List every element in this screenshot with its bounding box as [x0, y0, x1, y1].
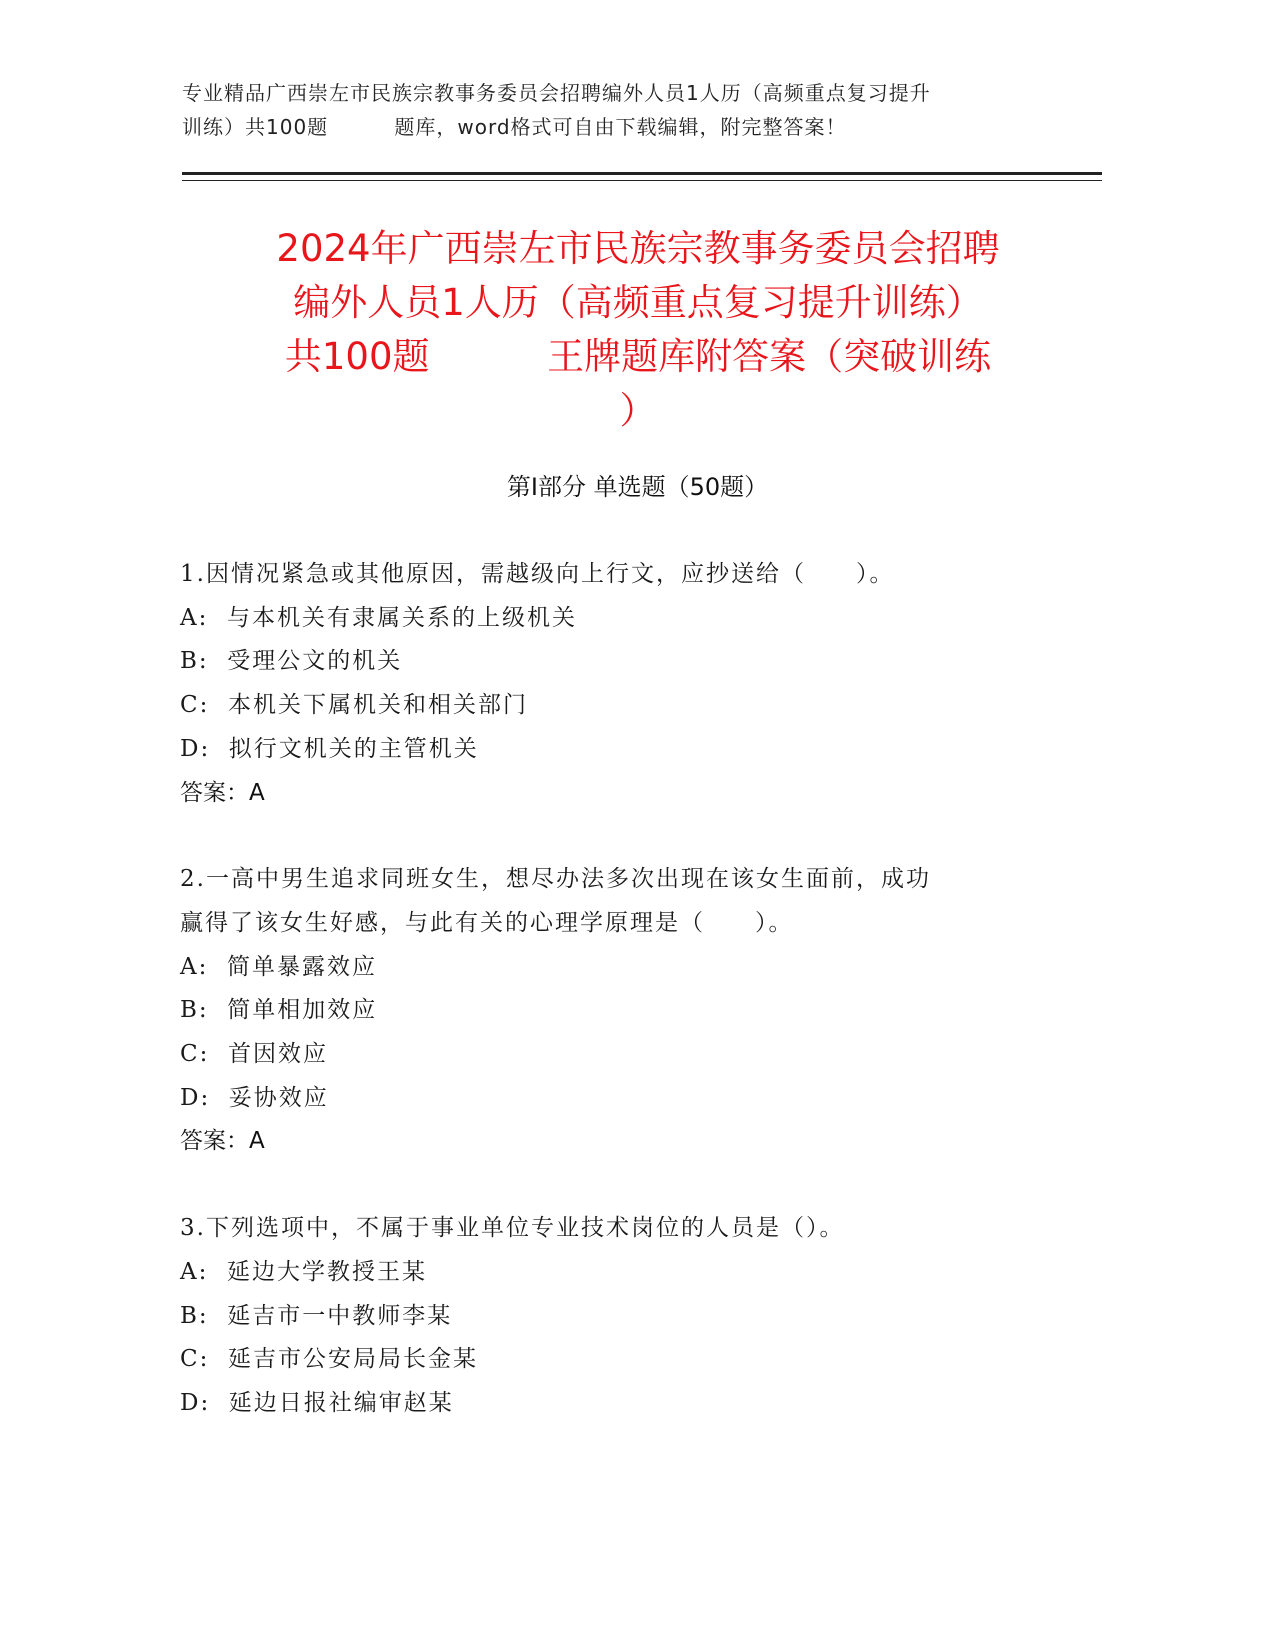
- question-2: [180, 858, 1060, 1164]
- option-d: D: 延边日报社编审赵某: [180, 1389, 454, 1416]
- option-b: B: 受理公文的机关: [180, 648, 403, 675]
- option-b: B: 延吉市一中教师李某: [180, 1302, 453, 1329]
- option-a: A: 延边大学教授王某: [180, 1258, 427, 1285]
- header-note: 专业精品广西崇左市民族宗教事务委员会招聘编外人员1人历（高频重点复习提升 训练）共100题 题库，word格式可自由下载编辑，附完整答案！: [182, 81, 931, 139]
- option-a: A: 与本机关有隶属关系的上级机关: [180, 604, 577, 631]
- question-list: [180, 553, 1060, 1426]
- section-title: 第Ⅰ部分 单选题（50题）: [506, 473, 769, 501]
- option-c: C: 本机关下属机关和相关部门: [180, 692, 528, 719]
- question-1: [180, 553, 1060, 815]
- option-b: B: 简单相加效应: [180, 997, 378, 1024]
- question-stem: 2.一高中男生追求同班女生，想尽办法多次出现在该女生面前，成功 赢得了该女生好感，与此有关的心理学原理是（ ）。: [180, 866, 931, 936]
- option-d: D: 妥协效应: [180, 1084, 329, 1111]
- answer: 答案：A: [180, 779, 265, 806]
- header-rule-thick: [182, 172, 1102, 175]
- document-title: 2024年广西崇左市民族宗教事务委员会招聘 编外人员1人历（高频重点复习提升训练） 共100题 王牌题库附答案（突破训练 ）: [276, 227, 1000, 432]
- header-rule-thin: [182, 180, 1102, 181]
- answer: 答案：A: [180, 1128, 265, 1155]
- option-c: C: 延吉市公安局局长金某: [180, 1346, 478, 1373]
- option-d: D: 拟行文机关的主管机关: [180, 735, 479, 762]
- question-stem: 3.下列选项中，不属于事业单位专业技术岗位的人员是（）。: [180, 1215, 845, 1242]
- question-3: [180, 1207, 1060, 1426]
- question-stem: 1.因情况紧急或其他原因，需越级向上行文，应抄送给（ ）。: [180, 561, 895, 587]
- option-c: C: 首因效应: [180, 1041, 328, 1068]
- option-a: A: 简单暴露效应: [180, 953, 377, 980]
